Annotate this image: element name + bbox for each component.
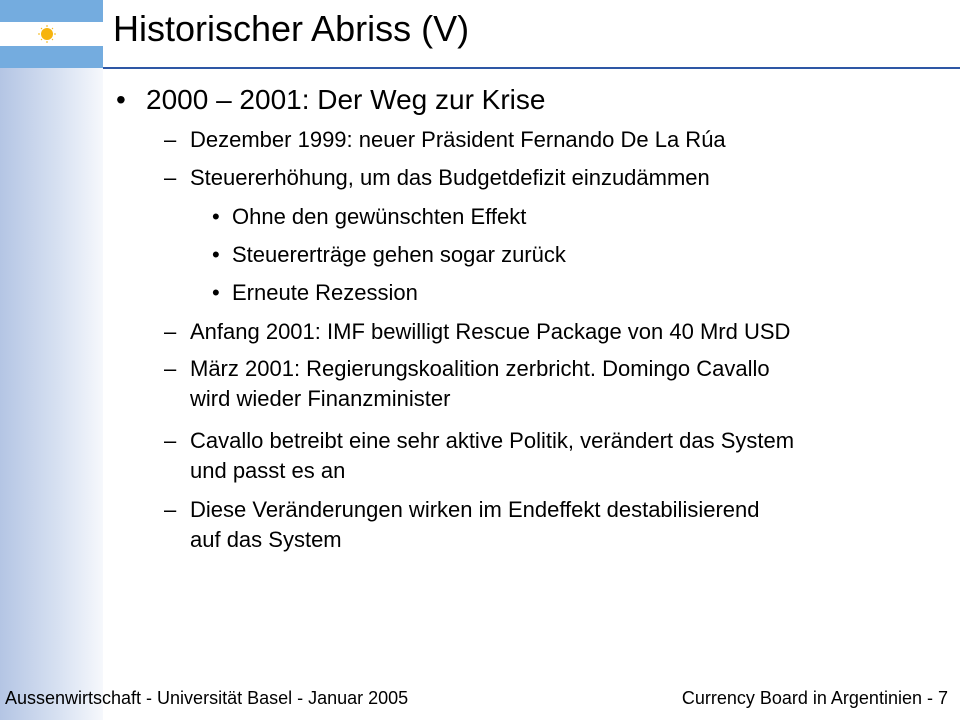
bullet-level3: Steuererträge gehen sogar zurück (232, 242, 566, 267)
bullet-level2: März 2001: Regierungskoalition zerbricht. Domingo Cavallo (190, 356, 770, 381)
dash-marker: – (164, 165, 177, 190)
bullet-level2: Anfang 2001: IMF bewilligt Rescue Package von 40 Mrd USD (190, 319, 791, 344)
dash-marker: – (164, 428, 177, 453)
bullet-marker: • (212, 242, 220, 267)
dash-marker: – (164, 356, 177, 381)
bullet-marker: • (212, 280, 220, 305)
bullet-level2: Steuererhöhung, um das Budgetdefizit einzudämmen (190, 165, 710, 190)
bullet-level2: Diese Veränderungen wirken im Endeffekt destabilisierend (190, 497, 760, 522)
bullet-level1: 2000 – 2001: Der Weg zur Krise (146, 84, 546, 115)
bullet-level3: Ohne den gewünschten Effekt (232, 204, 527, 229)
dash-marker: – (164, 319, 177, 344)
footer-left: Aussenwirtschaft - Universität Basel - Januar 2005 (5, 688, 409, 708)
bullet-level2: Dezember 1999: neuer Präsident Fernando De La Rúa (190, 127, 726, 152)
title-rule (103, 67, 960, 69)
side-band (0, 0, 103, 720)
bullet-level2-continuation: wird wieder Finanzminister (190, 386, 451, 411)
slide-title: Historischer Abriss (V) (113, 8, 470, 49)
bullet-level2-continuation: und passt es an (190, 458, 346, 483)
argentina-flag-icon (0, 0, 103, 68)
dash-marker: – (164, 497, 177, 522)
bullet-marker: • (116, 84, 126, 115)
footer-page-label: Currency Board in Argentinien - 7 (681, 688, 948, 708)
bullet-level2: Cavallo betreibt eine sehr aktive Politik, verändert das System (190, 428, 795, 453)
dash-marker: – (164, 127, 177, 152)
bullet-marker: • (212, 204, 220, 229)
bullet-level2-continuation: auf das System (190, 527, 342, 552)
bullet-level3: Erneute Rezession (232, 280, 418, 305)
